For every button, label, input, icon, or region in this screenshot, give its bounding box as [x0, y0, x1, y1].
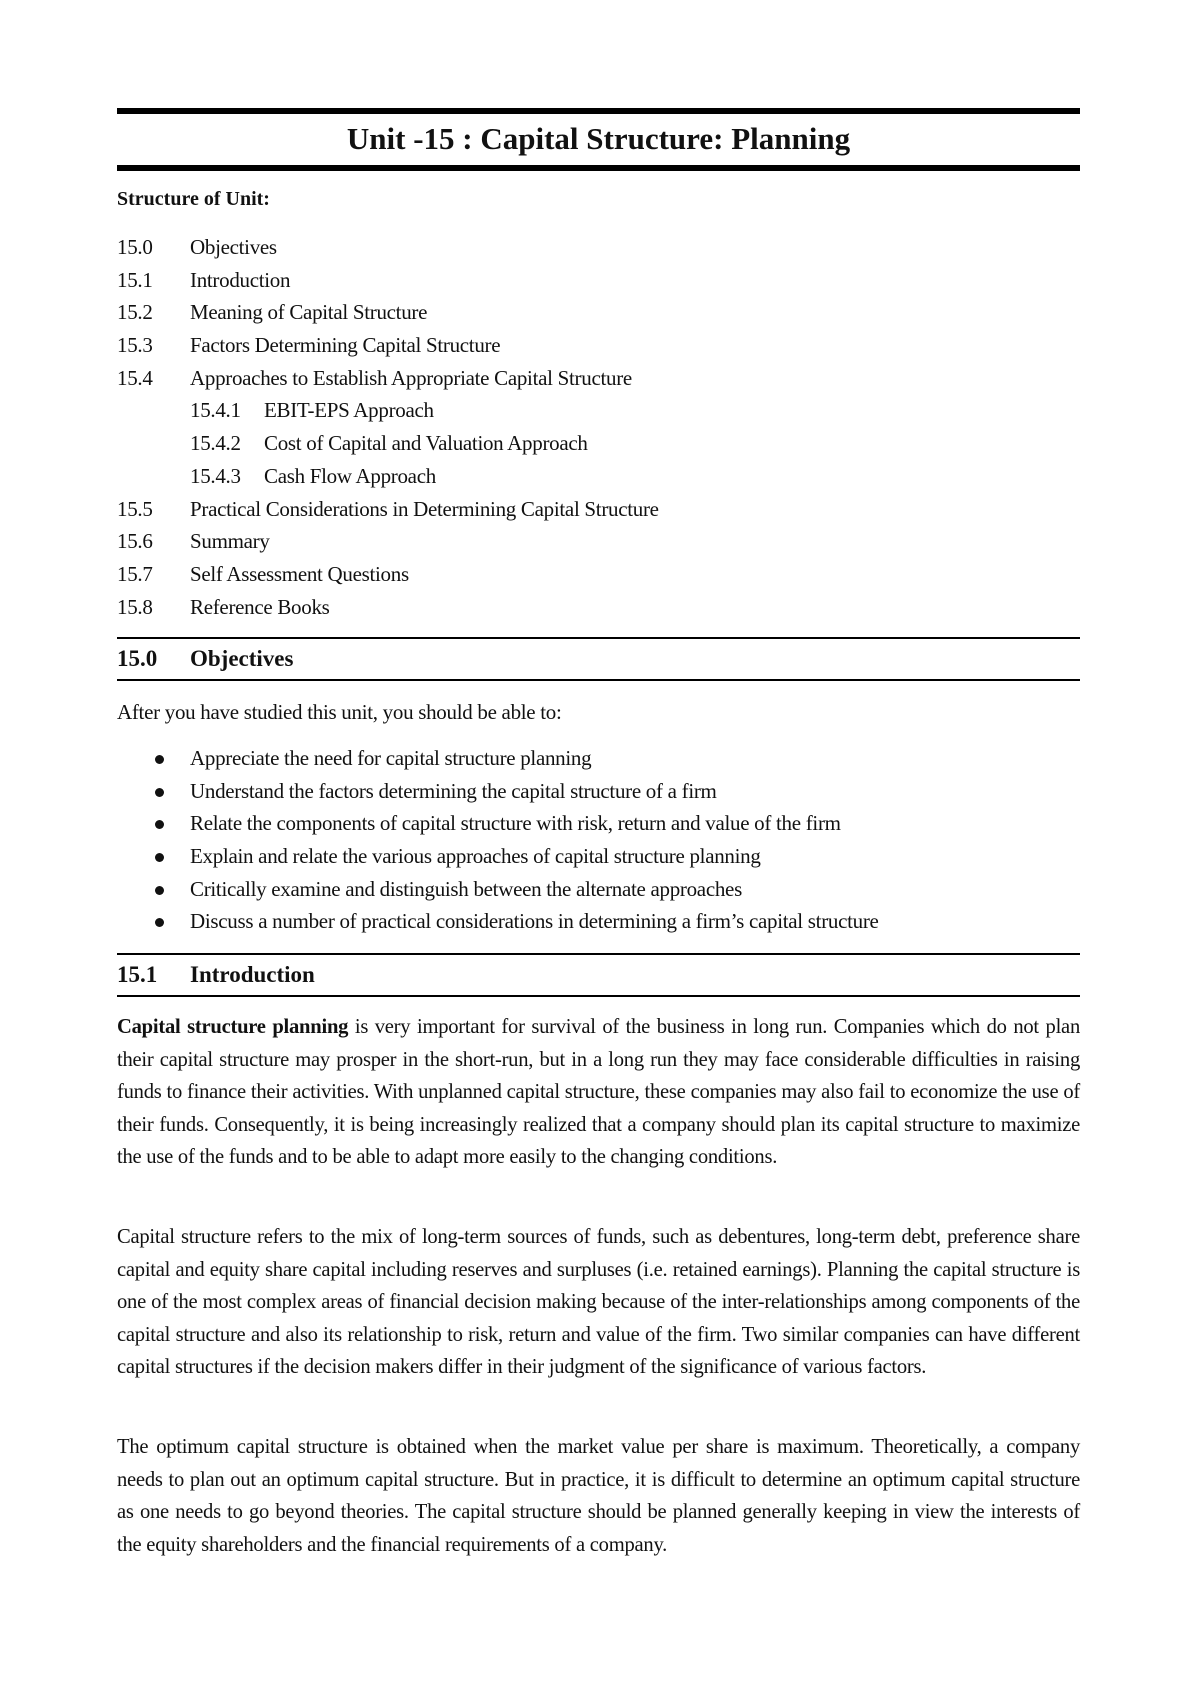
toc-item: [117, 265, 1080, 298]
toc-item: [117, 526, 1080, 559]
bullet-icon: [155, 918, 164, 927]
bold-term: Capital structure planning: [117, 1016, 349, 1038]
toc-text: Objectives: [190, 235, 277, 259]
bullet-icon: [155, 820, 164, 829]
toc-item: [117, 592, 1080, 625]
toc-text: Approaches to Establish Appropriate Capital Structure: [190, 365, 632, 390]
list-item: [117, 808, 1080, 841]
toc-item: [117, 559, 1080, 592]
bullet-text: Explain and relate the various approaches of capital structure planning: [190, 844, 761, 869]
objectives-intro: After you have studied this unit, you should be able to:: [117, 700, 562, 724]
toc-text: Practical Considerations in Determining Capital Structure: [190, 496, 659, 521]
toc-number: 15.4.1: [190, 398, 241, 423]
section-top-rule: [117, 637, 1080, 639]
toc-text: Meaning of Capital Structure: [190, 300, 428, 325]
introduction-paragraph-1: [117, 1011, 1080, 1174]
bullet-text: Discuss a number of practical considerations in determining a firm’s capital structure: [190, 909, 879, 934]
section-number: 15.0: [117, 646, 158, 671]
toc-item: [117, 297, 1080, 330]
bullet-icon: [155, 755, 164, 764]
toc-item: [117, 363, 1080, 396]
toc-number: 15.5: [117, 496, 153, 521]
toc-subitem: [117, 395, 1080, 428]
toc-item: [117, 330, 1080, 363]
list-item: [117, 841, 1080, 874]
objectives-list: [117, 743, 1080, 939]
title-top-rule: [117, 108, 1080, 114]
toc-text: Cash Flow Approach: [264, 463, 436, 488]
toc-number: 15.0: [117, 235, 153, 259]
toc-number: 15.4.2: [190, 431, 241, 456]
toc-item: [117, 494, 1080, 527]
section-bottom-rule: [117, 995, 1080, 997]
list-item: [117, 743, 1080, 776]
toc-subitem: [117, 461, 1080, 494]
toc-number: 15.7: [117, 561, 153, 586]
list-item: [117, 776, 1080, 809]
bullet-icon: [155, 788, 164, 797]
introduction-paragraph-2: Capital structure refers to the mix of long-term sources of funds, such as debentures, long-term debt, preference share capital and equity share capital including reserves and surpluses (i.e. retained earnings). Planning the capital structure is one of the most complex areas of financial decision making because of the inter-relationships among components of the capital structure and also its relationship to risk, return and value of the firm. Two similar companies can have different capital structures if the decision makers differ in their judgment of the significance of various factors.: [117, 1226, 1080, 1379]
toc-text: Self Assessment Questions: [190, 561, 409, 586]
section-number: 15.1: [117, 962, 158, 987]
bullet-text: Relate the components of capital structure with risk, return and value of the firm: [190, 811, 841, 836]
toc-number: 15.3: [117, 333, 153, 358]
section-top-rule: [117, 953, 1080, 955]
title-bottom-rule: [117, 165, 1080, 171]
toc-text: EBIT-EPS Approach: [264, 398, 434, 423]
paragraph-text: is very important for survival of the business in long run. Companies which do not plan their capital structure may prosper in the short-run, but in a long run they may face considerable difficulties in raising funds to finance their activities. With unplanned capital structure, these companies may also fail to economize the use of their funds. Consequently, it is being increasingly realized that a company should plan its capital structure to maximize the use of the funds and to be able to adapt more easily to the changing conditions.: [117, 1016, 1080, 1169]
list-item: [117, 906, 1080, 939]
introduction-paragraph-3: The optimum capital structure is obtained when the market value per share is maximum. Theoretically, a company needs to plan out an optimum capital structure. But in practice, it is difficult to determine an optimum capital structure as one needs to go beyond theories. The capital structure should be planned generally keeping in view the interests of the equity shareholders and the financial requirements of a company.: [117, 1436, 1080, 1556]
toc-item: [117, 232, 1080, 265]
bullet-icon: [155, 886, 164, 895]
toc-number: 15.4: [117, 365, 153, 390]
structure-heading: Structure of Unit:: [117, 188, 270, 210]
table-of-contents: [117, 232, 1080, 624]
page-title: Unit -15 : Capital Structure: Planning: [346, 121, 851, 156]
toc-number: 15.8: [117, 594, 153, 619]
toc-number: 15.1: [117, 267, 153, 292]
toc-text: Summary: [190, 529, 270, 554]
toc-subitem: [117, 428, 1080, 461]
section-title: Objectives: [190, 646, 294, 671]
section-bottom-rule: [117, 679, 1080, 681]
section-title: Introduction: [190, 962, 315, 987]
bullet-text: Understand the factors determining the capital structure of a firm: [190, 778, 717, 803]
toc-text: Cost of Capital and Valuation Approach: [264, 431, 588, 456]
toc-text: Introduction: [190, 267, 291, 292]
bullet-text: Critically examine and distinguish between the alternate approaches: [190, 876, 742, 901]
bullet-icon: [155, 853, 164, 862]
bullet-text: Appreciate the need for capital structure planning: [190, 746, 592, 770]
toc-number: 15.6: [117, 529, 153, 554]
list-item: [117, 874, 1080, 907]
toc-number: 15.4.3: [190, 463, 241, 488]
toc-text: Reference Books: [190, 594, 330, 619]
toc-text: Factors Determining Capital Structure: [190, 333, 501, 358]
toc-number: 15.2: [117, 300, 153, 325]
